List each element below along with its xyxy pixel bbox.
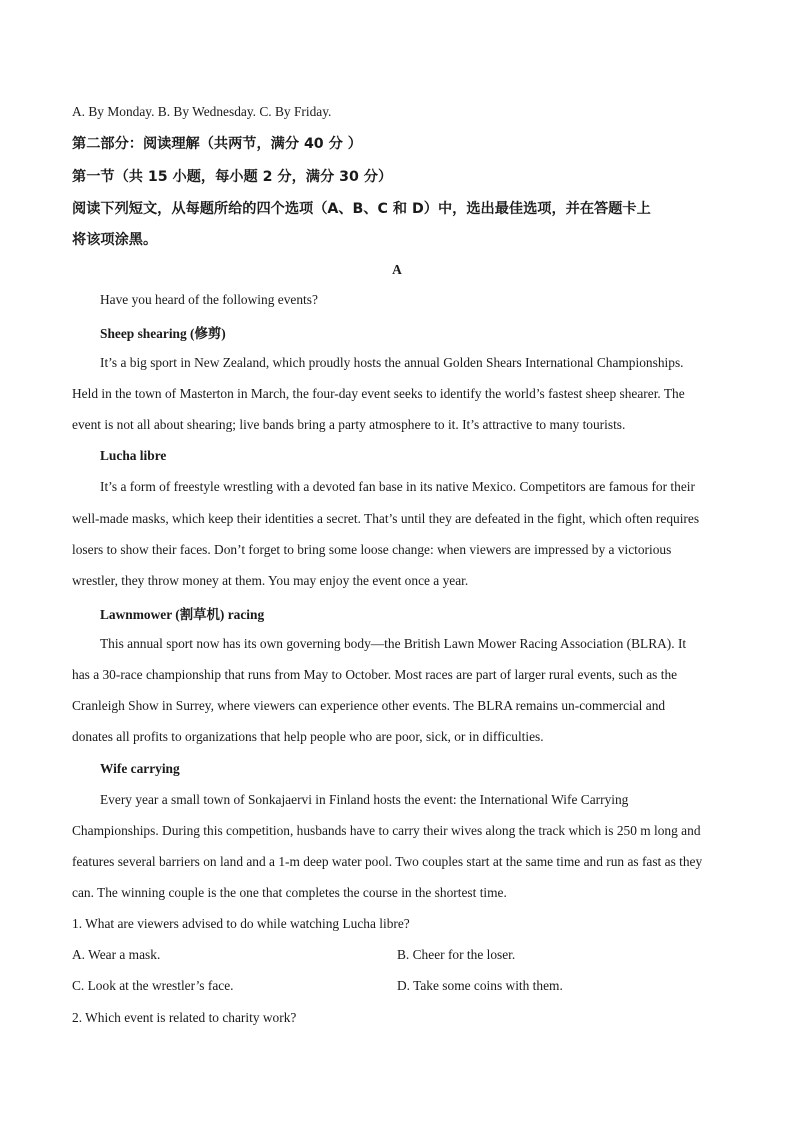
paragraph-line: This annual sport now has its own governing body—the British Lawn Mower Racing Association (BLRA). It — [100, 636, 687, 651]
paragraph-line: can. The winning couple is the one that completes the course in the shortest time. — [72, 885, 507, 900]
part-header: 第二部分：阅读理解（共两节，满分 40 分 ） — [72, 136, 362, 152]
question-stem: 2. Which event is related to charity work? — [72, 1010, 297, 1025]
paragraph-line: It’s a form of freestyle wrestling with a devoted fan base in its native Mexico. Competitors are famous for their — [100, 479, 695, 494]
instruction-line-1: 阅读下列短文，从每题所给的四个选项（A、B、C 和 D）中，选出最佳选项，并在答题卡上 — [72, 201, 651, 217]
paragraph-line: wrestler, they throw money at them. You may enjoy the event once a year. — [72, 573, 469, 588]
paragraph-line: features several barriers on land and a 1-m deep water pool. Two couples start at the same time and run as fast as they — [72, 854, 703, 869]
paragraph-line: Every year a small town of Sonkajaervi in Finland hosts the event: the International Wife Carrying — [100, 792, 629, 807]
paragraph-line: losers to show their faces. Don’t forget to bring some loose change: when viewers are impressed by a victorious — [72, 542, 672, 557]
answer-option: A. Wear a mask. — [72, 947, 161, 962]
paragraph-line: donates all profits to organizations that help people who are poor, sick, or in difficulties. — [72, 729, 544, 744]
paragraph-line: event is not all about shearing; live bands bring a party atmosphere to it. It’s attractive to many tourists. — [72, 417, 626, 432]
section-heading-wife-carrying: Wife carrying — [100, 761, 180, 776]
passage-label: A — [392, 262, 402, 277]
answer-option: D. Take some coins with them. — [397, 978, 563, 993]
instruction-line-2: 将该项涂黑。 — [72, 232, 158, 248]
previous-question-options: A. By Monday. B. By Wednesday. C. By Friday. — [72, 104, 332, 119]
paragraph-line: well-made masks, which keep their identities a secret. That’s until they are defeated in the fight, which often requires — [72, 511, 700, 526]
section-header: 第一节（共 15 小题，每小题 2 分，满分 30 分） — [72, 169, 393, 185]
answer-option: B. Cheer for the loser. — [397, 947, 516, 962]
question-stem: 1. What are viewers advised to do while watching Lucha libre? — [72, 916, 410, 931]
paragraph-line: Held in the town of Masterton in March, the four-day event seeks to identify the world’s fastest sheep shearer. The — [72, 386, 685, 401]
passage-intro: Have you heard of the following events? — [100, 292, 318, 307]
paragraph-line: Cranleigh Show in Surrey, where viewers can experience other events. The BLRA remains un-commercial and — [72, 698, 666, 713]
paragraph-line: It’s a big sport in New Zealand, which proudly hosts the annual Golden Shears International Championships. — [100, 355, 684, 370]
section-heading-lawnmower-racing: Lawnmower (割草机) racing — [100, 607, 265, 622]
paragraph-line: has a 30-race championship that runs from May to October. Most races are part of larger rural events, such as the — [72, 667, 678, 682]
answer-option: C. Look at the wrestler’s face. — [72, 978, 234, 993]
paragraph-line: Championships. During this competition, husbands have to carry their wives along the track which is 250 m long and — [72, 823, 701, 838]
section-heading-sheep-shearing: Sheep shearing (修剪) — [100, 326, 226, 341]
section-heading-lucha-libre: Lucha libre — [100, 448, 167, 463]
